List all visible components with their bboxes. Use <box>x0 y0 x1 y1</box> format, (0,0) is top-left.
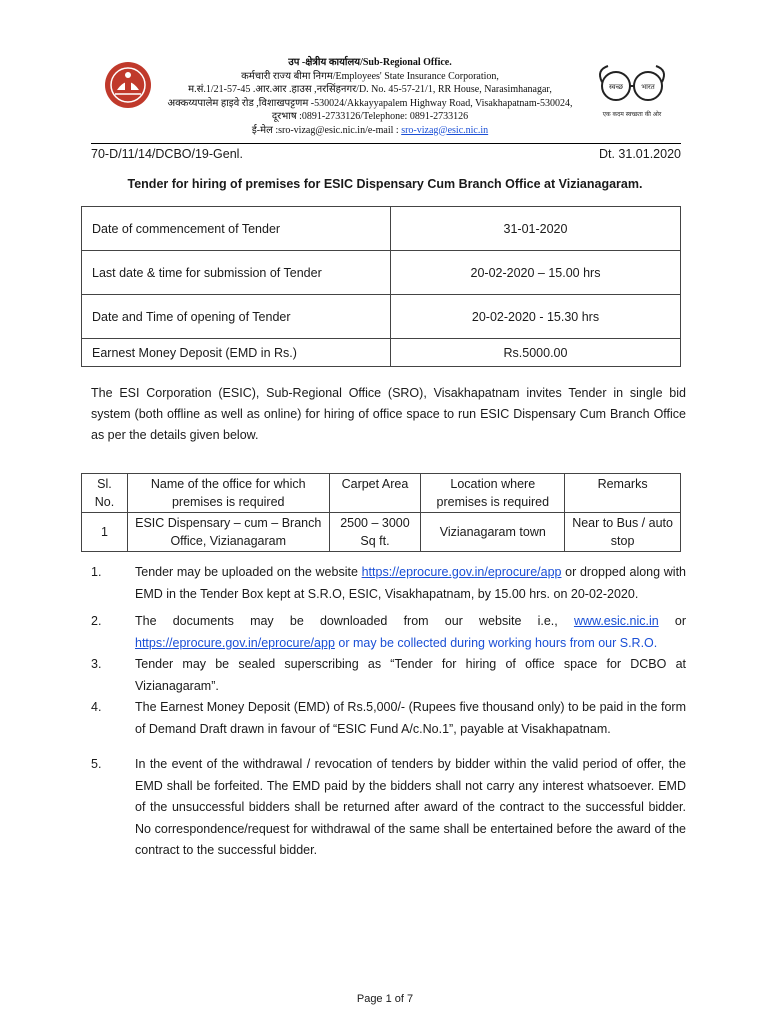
terms-list <box>91 562 686 862</box>
esic-website-link[interactable]: www.esic.nic.in <box>573 614 659 628</box>
eprocure-link[interactable]: https://eprocure.gov.in/eprocure/app <box>361 565 562 579</box>
table-cell-value: Rs.5000.00 <box>391 339 681 367</box>
list-item <box>91 697 686 740</box>
reference-number: 70-D/11/14/DCBO/19-Genl. <box>91 147 243 161</box>
office-title-english: /Sub-Regional Office. <box>360 57 452 68</box>
corporation-name: कर्मचारी राज्य बीमा निगम/Employees' State Insurance Corporation, <box>241 70 499 82</box>
email-prefix: ई-मेल :sro-vizag@esic.nic.in/e-mail : <box>251 124 402 136</box>
eprocure-link[interactable]: https://eprocure.gov.in/eprocure/app <box>135 635 335 650</box>
swachh-bharat-logo-icon <box>588 62 676 122</box>
item-text: Tender may be uploaded on the website <box>135 565 362 579</box>
svg-text:भारत: भारत <box>641 83 655 91</box>
table-cell-label: Earnest Money Deposit (EMD in Rs.) <box>82 339 391 367</box>
table-row <box>82 207 681 251</box>
svg-text:स्वच्छ: स्वच्छ <box>608 83 624 91</box>
esic-logo-icon <box>103 60 153 110</box>
table-row <box>82 251 681 295</box>
item-text: Tender may be sealed superscribing as “Tender for hiring of office space for DCBO at Vizianagaram”. <box>135 657 686 693</box>
item-number: 5. <box>91 757 102 771</box>
office-requirement-table <box>81 473 681 552</box>
table-cell-label: Date and Time of opening of Tender <box>82 295 391 339</box>
office-title-hindi: उप -क्षेत्रीय कार्यालय <box>288 57 361 68</box>
table-row <box>82 295 681 339</box>
intro-paragraph: The ESI Corporation (ESIC), Sub-Regional Office (SRO), Visakhapatnam invites Tender in single bid system (both offline as well as online) for hiring of office space to run ESIC Dispensary Cum Branch Office as per the details given below. <box>91 386 686 442</box>
address-line-2: अक्कय्यपालेम हाइवे रोड ,विशाखपट्टणम -530024/Akkayyapalem Highway Road, Visakhapatnam-530024, <box>167 97 573 109</box>
cell-sl-no: 1 <box>82 513 128 552</box>
cell-office-name: ESIC Dispensary – cum – Branch Office, Vizianagaram <box>127 513 329 552</box>
item-text: The documents may be downloaded from our website i.e., <box>135 614 574 628</box>
item-number: 3. <box>91 657 102 671</box>
header-remarks: Remarks <box>565 474 681 513</box>
table-cell-label: Date of commencement of Tender <box>82 207 391 251</box>
table-cell-value: 31-01-2020 <box>391 207 681 251</box>
item-text: or dropped along with EMD in the Tender Box kept at S.R.O, ESIC, Visakhapatnam, by 15.00 hrs. on 20-02-2020. <box>135 565 686 601</box>
office-address-block <box>160 56 580 137</box>
item-number: 2. <box>91 614 102 628</box>
header-carpet-area: Carpet Area <box>329 474 421 513</box>
list-item <box>91 562 686 605</box>
table-cell-value: 20-02-2020 – 15.00 hrs <box>391 251 681 295</box>
address-line-1: म.सं.1/21-57-45 .आर.आर .हाउस ,नरसिंहनगर/D. No. 45-57-21/1, RR House, Narasimhanagar, <box>188 84 552 95</box>
email-line <box>160 124 580 138</box>
list-item <box>91 611 686 654</box>
reference-line <box>91 143 681 161</box>
item-text: or <box>658 614 686 628</box>
table-cell-label: Last date & time for submission of Tender <box>82 251 391 295</box>
svg-text:एक कदम स्वच्छता की ओर: एक कदम स्वच्छता की ओर <box>602 111 662 118</box>
header-office-name: Name of the office for which premises is required <box>127 474 329 513</box>
item-text: The Earnest Money Deposit (EMD) of Rs.5,000/- (Rupees five thousand only) to be paid in the form of Demand Draft drawn in favour of “ESIC Fund A/c.No.1”, payable at Visakhapatnam. <box>135 700 686 736</box>
table-row <box>82 339 681 367</box>
subject-heading: Tender for hiring of premises for ESIC Dispensary Cum Branch Office at Vizianagaram. <box>127 177 643 191</box>
list-item <box>91 754 686 862</box>
telephone-line: दूरभाष :0891-2733126/Telephone: 0891-2733126 <box>271 111 469 122</box>
cell-location: Vizianagaram town <box>421 513 565 552</box>
item-number: 1. <box>91 565 102 579</box>
email-link[interactable]: sro-vizag@esic.nic.in <box>401 124 489 136</box>
table-header-row <box>82 474 681 513</box>
tender-schedule-table <box>81 206 681 367</box>
office-title <box>160 56 580 70</box>
item-text: In the event of the withdrawal / revocation of tenders by bidder within the valid period of offer, the EMD shall be forfeited. The EMD paid by the bidders shall not carry any interest whatsoever. EMD of the unsuccessful bidders shall be returned after award of the contract to the successful bidder. No correspondence/request for withdrawal of the same shall be entertained before the award of the contract to the successful bidder. <box>135 757 686 857</box>
cell-remarks: Near to Bus / auto stop <box>565 513 681 552</box>
header-location: Location where premises is required <box>421 474 565 513</box>
item-text: or may be collected during working hours from our S.R.O. <box>334 635 658 650</box>
table-cell-value: 20-02-2020 - 15.30 hrs <box>391 295 681 339</box>
page-number: Page 1 of 7 <box>356 993 414 1005</box>
header-sl-no: Sl. No. <box>82 474 128 513</box>
letterhead <box>0 0 770 150</box>
reference-date: Dt. 31.01.2020 <box>598 147 681 161</box>
list-item <box>91 654 686 697</box>
table-row <box>82 513 681 552</box>
item-number: 4. <box>91 700 102 714</box>
cell-carpet-area: 2500 – 3000 Sq ft. <box>329 513 421 552</box>
